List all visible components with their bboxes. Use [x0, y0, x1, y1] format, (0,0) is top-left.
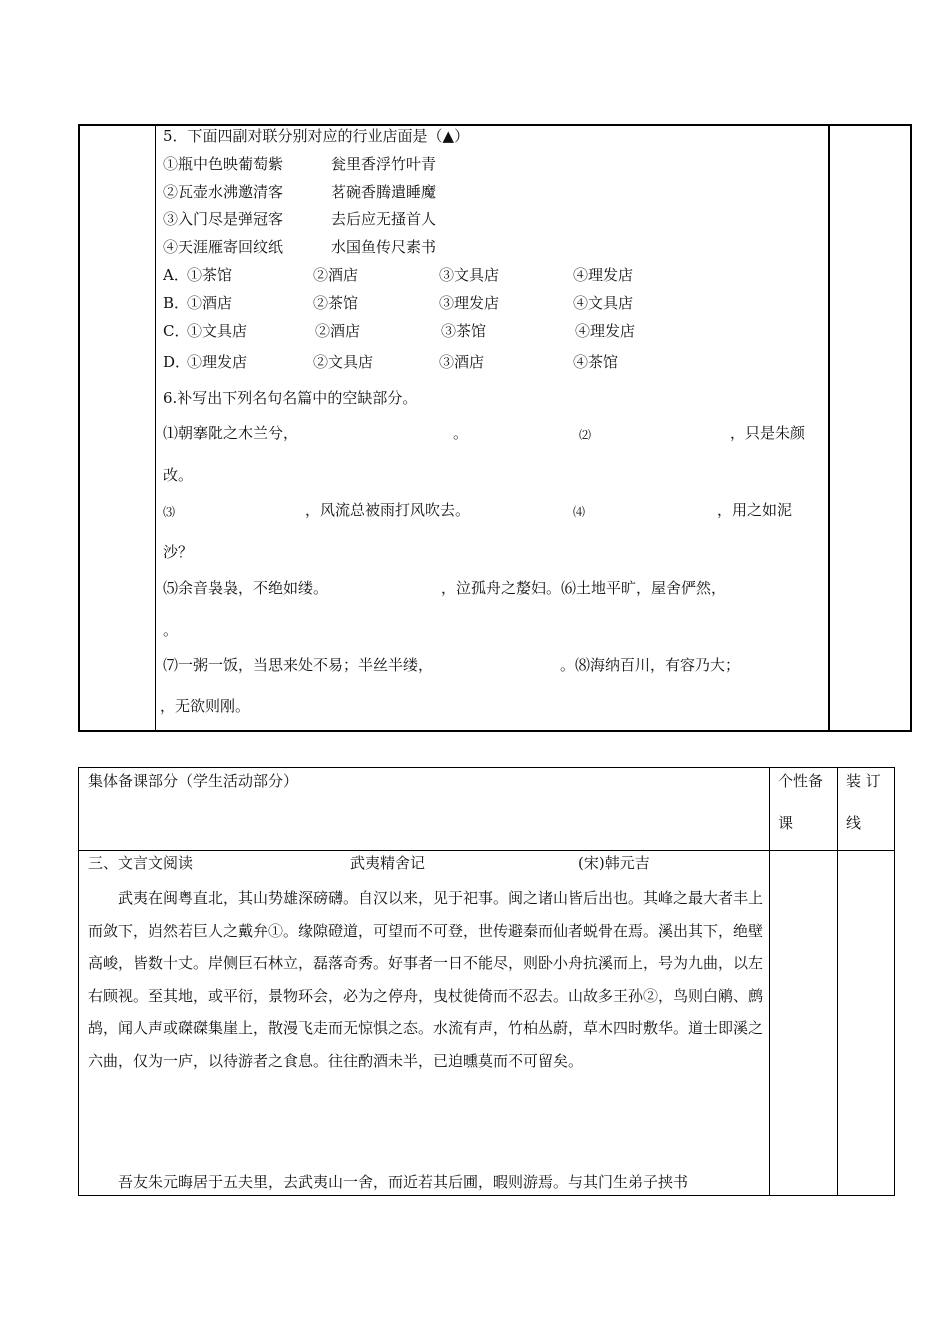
couplet-1b: 瓮里香浮竹叶青 [331, 155, 437, 173]
q6-line7b: 。⑻海纳百川，有容乃大； [560, 656, 741, 674]
q6-line4: 沙？ [163, 543, 194, 561]
left-column [80, 126, 156, 730]
q6-line1b: 。 [453, 424, 469, 442]
section-header: 集体备课部分（学生活动部分） [88, 772, 299, 790]
essay-title: 武夷精舍记 [350, 854, 426, 872]
couplet-2a: ②瓦壶水沸邀清客 [163, 183, 284, 201]
q6-line1c: ⑵ [579, 428, 592, 442]
q6-line3d: ，用之如泥 [717, 501, 793, 519]
q6-line3a: ⑶ [163, 505, 176, 519]
option-d-label: D． [163, 353, 191, 371]
option-c-3: ③茶馆 [441, 322, 487, 340]
option-d-3: ③酒店 [439, 353, 485, 371]
q6-line6: 。 [163, 621, 179, 639]
col-divider-1 [769, 768, 770, 1195]
option-c-4: ④理发店 [575, 322, 636, 340]
q6-line5b: ，泣孤舟之嫠妇。⑹土地平旷，屋舍俨然， [441, 579, 727, 597]
q6-line1a: ⑴朝搴阰之木兰兮， [163, 424, 299, 442]
option-a-3: ③文具店 [439, 266, 500, 284]
personal-prep-label-1: 个性备 [778, 772, 824, 790]
q6-line2: 改。 [163, 466, 194, 484]
option-b-1: ①酒店 [187, 294, 233, 312]
option-a-label: A． [163, 266, 189, 284]
option-c-2: ②酒店 [315, 322, 361, 340]
personal-prep-label-2: 课 [778, 814, 794, 832]
option-d-2: ②文具店 [313, 353, 374, 371]
q6-line3c: ⑷ [573, 505, 586, 519]
binding-line-label-1: 装 订 [846, 772, 881, 790]
option-d-4: ④茶馆 [573, 353, 619, 371]
q5-title: 5．下面四副对联分别对应的行业店面是（▲） [163, 127, 470, 145]
binding-line-label-2: 线 [846, 814, 862, 832]
essay-paragraph-2: 吾友朱元晦居于五夫里，去武夷山一舍，而近若其后圃，暇则游焉。与其门生弟子挟书 [118, 1173, 689, 1191]
q6-line8: ，无欲则刚。 [160, 697, 251, 715]
q6-title: 6.补写出下列名句名篇中的空缺部分。 [163, 389, 418, 407]
option-c-1: ①文具店 [187, 322, 248, 340]
q6-line5a: ⑸余音袅袅，不绝如缕。 [163, 579, 329, 597]
q6-line3b: ，风流总被雨打风吹去。 [305, 501, 471, 519]
couplet-1a: ①瓶中色映葡萄紫 [163, 155, 284, 173]
option-c-label: C． [163, 322, 190, 340]
right-column [828, 126, 910, 730]
q6-line7a: ⑺一粥一饭，当思来处不易；半丝半缕， [163, 656, 434, 674]
col-divider-2 [837, 768, 838, 1195]
option-d-1: ①理发店 [187, 353, 248, 371]
couplet-3a: ③入门尽是弹冠客 [163, 210, 284, 228]
couplet-4b: 水国鱼传尺素书 [331, 238, 437, 256]
option-b-4: ④文具店 [573, 294, 634, 312]
option-a-4: ④理发店 [573, 266, 634, 284]
couplet-2b: 茗碗香腾遣睡魔 [331, 183, 437, 201]
essay-paragraph-1: 武夷在闽粤直北，其山势雄深磅礴。自汉以来，见于祀事。闽之诸山皆后出也。其峰之最大者丰上而敛下，岿然若巨人之戴弁①。缘隙磴道，可望而不可登，世传避秦而仙者蜕骨在焉。溪出其下，绝壁高峻，皆数十丈。岸侧巨石林立，磊落奇秀。好事者一日不能尽，则卧小舟抗溪而上，号为九曲，以左右顾视。至其地，或平衍，景物环会，必为之停舟，曳杖徙倚而不忍去。山故多王孙②，鸟则白鹇、鹧鸪，闻人声或磔磔集崖上，散漫飞走而无惊惧之态。水流有声，竹柏丛蔚，草木四时敷华。道士即溪之六曲，仅为一庐，以待游者之食息。往往酌酒未半，已迫曛莫而不可留矣。 [88, 889, 764, 1070]
row-divider [79, 850, 894, 851]
q6-line1d: ，只是朱颜 [730, 424, 806, 442]
option-b-3: ③理发店 [439, 294, 500, 312]
option-a-1: ①茶馆 [187, 266, 233, 284]
option-a-2: ②酒店 [313, 266, 359, 284]
couplet-4a: ④天涯雁寄回纹纸 [163, 238, 284, 256]
option-b-2: ②茶馆 [313, 294, 359, 312]
section-label: 三、文言文阅读 [88, 854, 194, 872]
option-b-label: B． [163, 294, 190, 312]
essay-author: (宋)韩元吉 [578, 854, 650, 872]
couplet-3b: 去后应无搔首人 [331, 210, 437, 228]
